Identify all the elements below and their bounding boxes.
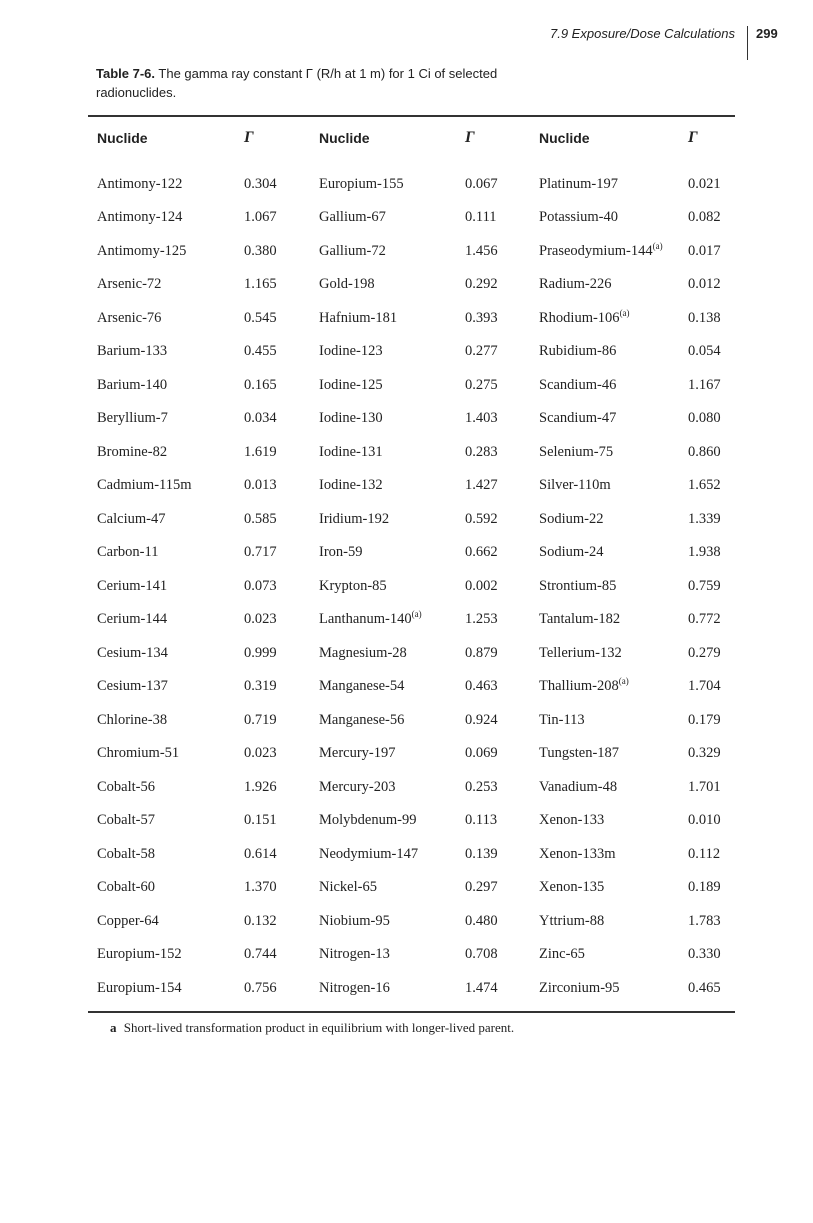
gamma-value-cell: 0.021 [688,175,721,192]
table-row [88,905,735,939]
gamma-value-cell: 0.138 [688,309,721,326]
gamma-value-cell: 0.585 [244,510,277,527]
nuclide-name: Copper-64 [97,912,159,929]
gamma-value-cell: 0.054 [688,343,721,360]
nuclide-cell [88,302,235,336]
nuclide-name: Selenium-75 [539,443,614,460]
gamma-value-cell: 0.756 [244,979,277,996]
gamma-value-cell: 0.275 [465,376,498,393]
nuclide-cell [310,160,456,202]
nuclide-name: Lanthanum-140 [319,611,412,628]
nuclide-cell [530,838,679,872]
gamma-value-cell: 0.465 [688,979,721,996]
gamma-value-cell: 0.253 [465,778,498,795]
gamma-value-cell: 0.080 [688,410,721,427]
gamma-value-cell: 0.111 [465,209,497,226]
gamma-value-cell: 0.012 [688,276,721,293]
nuclide-cell [88,637,235,671]
gamma-value-cell: 0.719 [244,711,277,728]
nuclide-cell [88,704,235,738]
gamma-value-cell: 0.017 [688,242,721,259]
nuclide-cell [310,603,456,637]
table-row [88,737,735,771]
nuclide-cell [310,201,456,235]
gamma-value-cell: 0.279 [688,644,721,661]
nuclide-cell [530,201,679,235]
nuclide-name: Europium-155 [319,175,404,192]
nuclide-name: Vanadium-48 [539,778,618,795]
nuclide-name: Barium-140 [97,376,168,393]
nuclide-name: Mercury-203 [319,778,396,795]
nuclide-name: Nitrogen-16 [319,979,390,996]
nuclide-cell [530,268,679,302]
table-row [88,235,735,269]
gamma-value-cell: 0.304 [244,175,277,192]
nuclide-cell [310,402,456,436]
gamma-value-cell: 0.329 [688,745,721,762]
nuclide-name: Cadmium-115m [97,477,192,494]
nuclide-cell [310,268,456,302]
nuclide-name: Tin-113 [539,711,585,728]
gamma-value-cell: 0.592 [465,510,498,527]
nuclide-cell [530,771,679,805]
table-caption-text: The gamma ray constant Γ (R/h at 1 m) for 1 Ci of selected radionuclides. [96,66,498,100]
nuclide-cell [310,503,456,537]
nuclide-name: Zinc-65 [539,946,585,963]
nuclide-cell [88,771,235,805]
nuclide-cell [530,737,679,771]
gamma-value-cell: 0.744 [244,946,277,963]
gamma-value-cell: 0.112 [688,845,721,862]
running-head [0,24,813,48]
nuclide-cell [310,570,456,604]
table-row [88,972,735,1012]
nuclide-cell [530,503,679,537]
gamma-value-cell: 0.179 [688,711,721,728]
nuclide-cell [310,670,456,704]
nuclide-name: Tantalum-182 [539,611,621,628]
gamma-value-cell: 0.999 [244,644,277,661]
table-row [88,838,735,872]
nuclide-cell [310,469,456,503]
table-row [88,402,735,436]
table-row [88,704,735,738]
nuclide-name: Manganese-56 [319,711,405,728]
gamma-value-cell: 0.879 [465,644,498,661]
nuclide-cell [88,160,235,202]
nuclide-cell [88,201,235,235]
nuclide-cell [88,536,235,570]
nuclide-name: Arsenic-76 [97,309,162,326]
nuclide-name: Xenon-133 [539,812,605,829]
nuclide-name: Cobalt-57 [97,812,155,829]
nuclide-cell [530,704,679,738]
gamma-value-cell: 1.165 [244,276,277,293]
nuclide-cell [88,570,235,604]
nuclide-cell [310,637,456,671]
gamma-value-cell: 0.393 [465,309,498,326]
nuclide-cell [530,160,679,202]
gamma-value-cell: 1.456 [465,242,498,259]
nuclide-cell [310,972,456,1012]
nuclide-name: Antimony-122 [97,175,183,192]
nuclide-cell [88,804,235,838]
nuclide-cell [310,436,456,470]
nuclide-name: Nickel-65 [319,879,377,896]
nuclide-name: Potassium-40 [539,209,618,226]
nuclide-name: Antimomy-125 [97,242,187,259]
nuclide-name: Calcium-47 [97,510,166,527]
gamma-value-cell: 1.701 [688,778,721,795]
gamma-value-cell: 0.023 [244,611,277,628]
nuclide-cell [530,369,679,403]
gamma-value-cell: 0.069 [465,745,498,762]
gamma-value-cell: 0.480 [465,912,498,929]
nuclide-cell [530,436,679,470]
nuclide-cell [88,235,235,269]
gamma-value-cell: 1.403 [465,410,498,427]
nuclide-cell [530,302,679,336]
nuclide-cell [310,302,456,336]
table-row [88,503,735,537]
nuclide-cell [530,570,679,604]
gamma-value-cell: 0.165 [244,376,277,393]
column-header-gamma: Γ [465,129,475,146]
nuclide-cell [88,369,235,403]
nuclide-cell [88,503,235,537]
table-row [88,268,735,302]
gamma-value-cell: 0.139 [465,845,498,862]
nuclide-cell [88,871,235,905]
gamma-value-cell: 0.073 [244,577,277,594]
nuclide-cell [88,938,235,972]
gamma-value-cell: 0.455 [244,343,277,360]
gamma-value-cell: 0.277 [465,343,498,360]
gamma-value-cell: 1.427 [465,477,498,494]
nuclide-name: Praseodymium-144 [539,242,653,259]
nuclide-name: Iodine-130 [319,410,383,427]
nuclide-name: Silver-110m [539,477,611,494]
table-row [88,938,735,972]
gamma-value-cell: 0.860 [688,443,721,460]
nuclide-name: Iridium-192 [319,510,390,527]
table-header [88,117,735,160]
nuclide-cell [310,704,456,738]
gamma-value-cell: 0.614 [244,845,277,862]
gamma-value-cell: 0.067 [465,175,498,192]
nuclide-name: Cesium-134 [97,644,168,661]
nuclide-name: Xenon-133m [539,845,616,862]
nuclide-cell [310,536,456,570]
gamma-value-cell: 0.292 [465,276,498,293]
nuclide-name: Thallium-208 [539,678,619,695]
nuclide-cell [310,938,456,972]
nuclide-name: Bromine-82 [97,443,168,460]
nuclide-cell [530,972,679,1012]
table-header-row [88,117,735,160]
nuclide-cell [530,335,679,369]
gamma-value-cell: 1.652 [688,477,721,494]
footnote-reference: (a) [618,676,629,687]
nuclide-cell [530,637,679,671]
nuclide-name: Hafnium-181 [319,309,398,326]
nuclide-name: Gallium-67 [319,209,386,226]
table-row [88,637,735,671]
gamma-value-cell: 0.013 [244,477,277,494]
nuclide-name: Niobium-95 [319,912,390,929]
nuclide-cell [310,771,456,805]
gamma-value-cell: 0.297 [465,879,498,896]
nuclide-cell [530,603,679,637]
gamma-value-cell: 0.002 [465,577,498,594]
table-row [88,436,735,470]
nuclide-cell [310,369,456,403]
gamma-value-cell: 1.474 [465,979,498,996]
nuclide-cell [88,436,235,470]
nuclide-name: Magnesium-28 [319,644,407,661]
gamma-value-cell: 0.463 [465,678,498,695]
nuclide-name: Cerium-141 [97,577,168,594]
nuclide-cell [530,469,679,503]
nuclide-name: Europium-152 [97,946,182,963]
gamma-value-cell: 1.619 [244,443,277,460]
gamma-value-cell: 1.704 [688,678,721,695]
nuclide-name: Tungsten-187 [539,745,620,762]
nuclide-name: Cerium-144 [97,611,168,628]
nuclide-name: Mercury-197 [319,745,396,762]
nuclide-name: Rhodium-106 [539,309,620,326]
gamma-value-cell: 0.330 [688,946,721,963]
nuclide-cell [88,972,235,1012]
nuclide-cell [530,402,679,436]
gamma-value-cell: 0.010 [688,812,721,829]
gamma-value-cell: 0.319 [244,678,277,695]
nuclide-name: Carbon-11 [97,544,159,561]
footnote-reference: (a) [652,240,663,251]
table-row [88,771,735,805]
table-row [88,536,735,570]
nuclide-cell [310,871,456,905]
table-row [88,160,735,202]
nuclide-name: Molybdenum-99 [319,812,417,829]
table-row [88,469,735,503]
nuclide-name: Arsenic-72 [97,276,162,293]
nuclide-cell [88,469,235,503]
nuclide-name: Cobalt-58 [97,845,155,862]
table-row [88,603,735,637]
gamma-constant-table-container [88,115,735,1013]
nuclide-name: Antimony-124 [97,209,183,226]
nuclide-name: Scandium-46 [539,376,617,393]
nuclide-name: Scandium-47 [539,410,617,427]
gamma-value-cell: 0.113 [465,812,498,829]
nuclide-cell [310,235,456,269]
nuclide-name: Iron-59 [319,544,363,561]
nuclide-name: Gallium-72 [319,242,386,259]
gamma-value-cell: 0.283 [465,443,498,460]
nuclide-cell [530,905,679,939]
nuclide-name: Zirconium-95 [539,979,620,996]
nuclide-cell [530,536,679,570]
column-header-gamma: Γ [244,129,254,146]
gamma-value-cell: 0.662 [465,544,498,561]
nuclide-name: Chromium-51 [97,745,180,762]
table-body [88,160,735,1012]
nuclide-name: Gold-198 [319,276,375,293]
gamma-value-cell: 1.783 [688,912,721,929]
nuclide-cell [310,905,456,939]
nuclide-name: Nitrogen-13 [319,946,390,963]
nuclide-name: Iodine-131 [319,443,383,460]
nuclide-cell [530,804,679,838]
nuclide-cell [310,335,456,369]
gamma-value-cell: 0.924 [465,711,498,728]
footnote-reference: (a) [619,307,630,318]
nuclide-name: Sodium-24 [539,544,604,561]
nuclide-cell [530,235,679,269]
gamma-value-cell: 0.082 [688,209,721,226]
column-header-nuclide: Nuclide [319,130,370,146]
running-head-title: 7.9 Exposure/Dose Calculations [550,26,735,41]
nuclide-name: Cesium-137 [97,678,168,695]
nuclide-name: Xenon-135 [539,879,605,896]
gamma-value-cell: 1.339 [688,510,721,527]
nuclide-name: Cobalt-56 [97,778,155,795]
nuclide-name: Europium-154 [97,979,182,996]
nuclide-cell [88,402,235,436]
gamma-value-cell: 0.034 [244,410,277,427]
gamma-value-cell: 1.370 [244,879,277,896]
nuclide-name: Tellerium-132 [539,644,622,661]
nuclide-cell [88,603,235,637]
nuclide-cell [530,871,679,905]
gamma-value-cell: 0.023 [244,745,277,762]
table-footnote [110,1018,540,1037]
table-row [88,201,735,235]
nuclide-name: Manganese-54 [319,678,405,695]
table-caption [96,64,526,102]
table-row [88,871,735,905]
nuclide-cell [310,838,456,872]
nuclide-name: Krypton-85 [319,577,387,594]
table-row [88,804,735,838]
running-head-divider [747,26,748,60]
gamma-value-cell: 0.759 [688,577,721,594]
gamma-value-cell: 1.938 [688,544,721,561]
gamma-value-cell: 0.132 [244,912,277,929]
nuclide-name: Iodine-125 [319,376,383,393]
gamma-value-cell: 0.772 [688,611,721,628]
nuclide-cell [310,737,456,771]
table-row [88,670,735,704]
nuclide-name: Cobalt-60 [97,879,155,896]
nuclide-cell [310,804,456,838]
nuclide-name: Chlorine-38 [97,711,168,728]
nuclide-cell [530,938,679,972]
nuclide-name: Yttrium-88 [539,912,605,929]
gamma-value-cell: 0.151 [244,812,277,829]
nuclide-name: Iodine-132 [319,477,383,494]
gamma-value-cell: 1.167 [688,376,721,393]
nuclide-cell [88,838,235,872]
nuclide-name: Platinum-197 [539,175,618,192]
nuclide-name: Strontium-85 [539,577,617,594]
nuclide-name: Rubidium-86 [539,343,617,360]
gamma-value-cell: 0.545 [244,309,277,326]
table-caption-label: Table 7-6. [96,66,156,81]
nuclide-name: Sodium-22 [539,510,604,527]
nuclide-cell [88,670,235,704]
table-row [88,570,735,604]
footnote-text: Short-lived transformation product in equilibrium with longer-lived parent. [123,1020,515,1035]
page-number: 299 [756,26,778,41]
gamma-value-cell: 0.189 [688,879,721,896]
column-header-gamma: Γ [688,129,698,146]
nuclide-cell [88,905,235,939]
table-row [88,369,735,403]
gamma-value-cell: 1.926 [244,778,277,795]
column-header-nuclide: Nuclide [539,130,590,146]
gamma-value-cell: 0.380 [244,242,277,259]
table-bottom-rule [88,1011,735,1013]
footnote-mark: a [110,1020,117,1035]
gamma-value-cell: 1.067 [244,209,277,226]
nuclide-name: Neodymium-147 [319,845,419,862]
column-header-nuclide: Nuclide [97,130,148,146]
table-row [88,302,735,336]
nuclide-name: Beryllium-7 [97,410,168,427]
nuclide-name: Barium-133 [97,343,168,360]
gamma-value-cell: 0.708 [465,946,498,963]
table-row [88,335,735,369]
gamma-constant-table [88,117,735,1012]
gamma-value-cell: 0.717 [244,544,277,561]
footnote-reference: (a) [411,609,422,620]
nuclide-cell [88,335,235,369]
gamma-value-cell: 1.253 [465,611,498,628]
nuclide-name: Iodine-123 [319,343,383,360]
nuclide-cell [88,737,235,771]
nuclide-cell [530,670,679,704]
nuclide-name: Radium-226 [539,276,612,293]
nuclide-cell [88,268,235,302]
